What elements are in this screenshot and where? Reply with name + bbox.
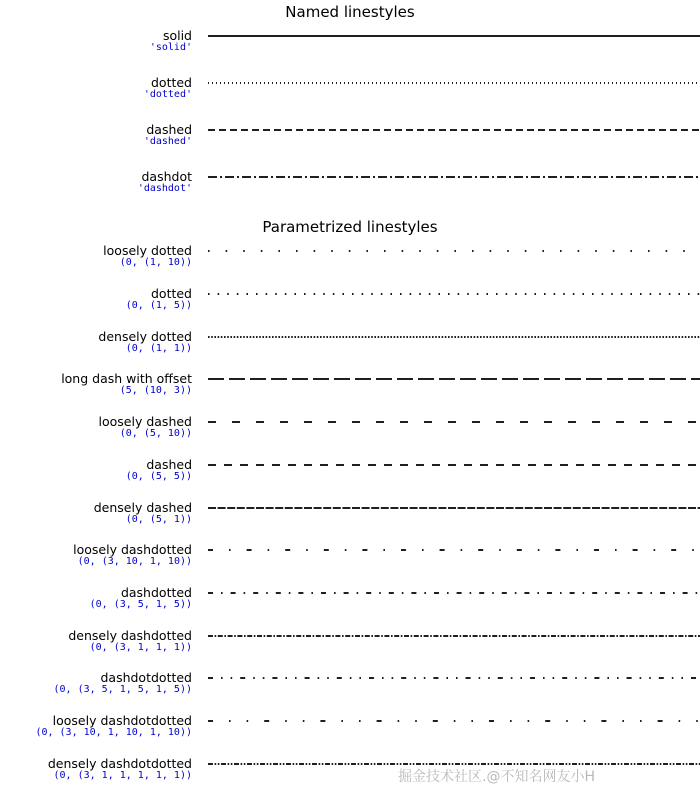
linestyle-name: loosely dashed [98,414,192,429]
linestyle-row [0,170,700,200]
linestyle-code: (0, (3, 10, 1, 10)) [77,556,192,568]
linestyle-row [0,757,700,787]
linestyle-line [208,502,700,514]
linestyle-line [208,171,700,183]
linestyle-code: (0, (5, 10)) [119,428,192,440]
linestyle-row [0,244,700,274]
linestyle-label-group [0,714,192,739]
linestyle-line [208,587,700,599]
linestyle-label-group [0,629,192,654]
linestyle-row [0,458,700,488]
linestyle-name: loosely dashdotted [73,542,192,557]
linestyle-code: 'dotted' [143,89,192,101]
linestyle-label-group [0,330,192,355]
linestyle-line [208,124,700,136]
linestyle-code: (0, (3, 1, 1, 1)) [89,642,192,654]
linestyle-name: loosely dotted [103,243,192,258]
linestyle-row [0,629,700,659]
linestyle-label-group [0,586,192,611]
linestyle-code: (0, (3, 1, 1, 1, 1, 1)) [53,770,192,782]
linestyle-line [208,672,700,684]
linestyle-row [0,29,700,59]
linestyle-label-group [0,543,192,568]
linestyle-code: (0, (1, 1)) [125,343,192,355]
linestyle-code: (0, (3, 5, 1, 5, 1, 5)) [53,684,192,696]
linestyle-row [0,372,700,402]
linestyle-label-group [0,29,192,54]
linestyle-name: densely dashed [93,500,192,515]
linestyle-name: dashdotdotted [100,670,192,685]
linestyle-code: (0, (3, 5, 1, 5)) [89,599,192,611]
linestyle-label-group [0,415,192,440]
linestyle-name: dotted [150,75,192,90]
linestyle-row [0,76,700,106]
linestyle-row [0,671,700,701]
linestyle-code: 'dashed' [143,136,192,148]
linestyle-row [0,543,700,573]
linestyle-line [208,459,700,471]
linestyle-label-group [0,76,192,101]
linestyle-code: (0, (5, 1)) [125,514,192,526]
linestyle-name: dotted [150,286,192,301]
linestyle-name: dashed [146,122,192,137]
linestyle-code: (0, (1, 5)) [125,300,192,312]
named-linestyles-title: Named linestyles [285,3,415,21]
linestyle-code: 'solid' [149,42,192,54]
linestyle-name: dashed [146,457,192,472]
linestyle-name: loosely dashdotdotted [52,713,192,728]
linestyle-label-group [0,287,192,312]
linestyle-name: densely dashdotdotted [47,756,192,771]
linestyle-line [208,77,700,89]
linestyle-row [0,287,700,317]
linestyle-line [208,630,700,642]
linestyle-name: densely dashdotted [68,628,192,643]
watermark-text: 掘金技术社区.@不知名网友小H [398,769,595,785]
linestyle-code: (0, (5, 5)) [125,471,192,483]
linestyle-name: long dash with offset [61,371,192,386]
linestyle-name: dashdot [141,169,192,184]
linestyle-line [208,544,700,556]
linestyle-code: (0, (3, 10, 1, 10, 1, 10)) [35,727,192,739]
linestyle-name: solid [162,28,192,43]
linestyle-row [0,415,700,445]
linestyle-line [208,715,700,727]
linestyle-row [0,586,700,616]
linestyle-line [208,331,700,343]
linestyle-code: 'dashdot' [137,183,192,195]
linestyle-label-group [0,458,192,483]
linestyle-name: dashdotted [120,585,192,600]
linestyle-line [208,30,700,42]
linestyle-line [208,288,700,300]
linestyle-label-group [0,757,192,782]
linestyle-row [0,123,700,153]
linestyle-label-group [0,501,192,526]
parametrized-linestyles-title: Parametrized linestyles [262,218,438,236]
linestyle-label-group [0,170,192,195]
linestyle-row [0,501,700,531]
linestyle-code: (5, (10, 3)) [119,385,192,397]
linestyle-line [208,416,700,428]
linestyle-label-group [0,244,192,269]
linestyle-label-group [0,671,192,696]
linestyle-line [208,373,700,385]
linestyle-name: densely dotted [98,329,192,344]
linestyle-row [0,330,700,360]
linestyle-line [208,245,700,257]
linestyle-row [0,714,700,744]
linestyle-label-group [0,123,192,148]
linestyle-label-group [0,372,192,397]
linestyle-code: (0, (1, 10)) [119,257,192,269]
